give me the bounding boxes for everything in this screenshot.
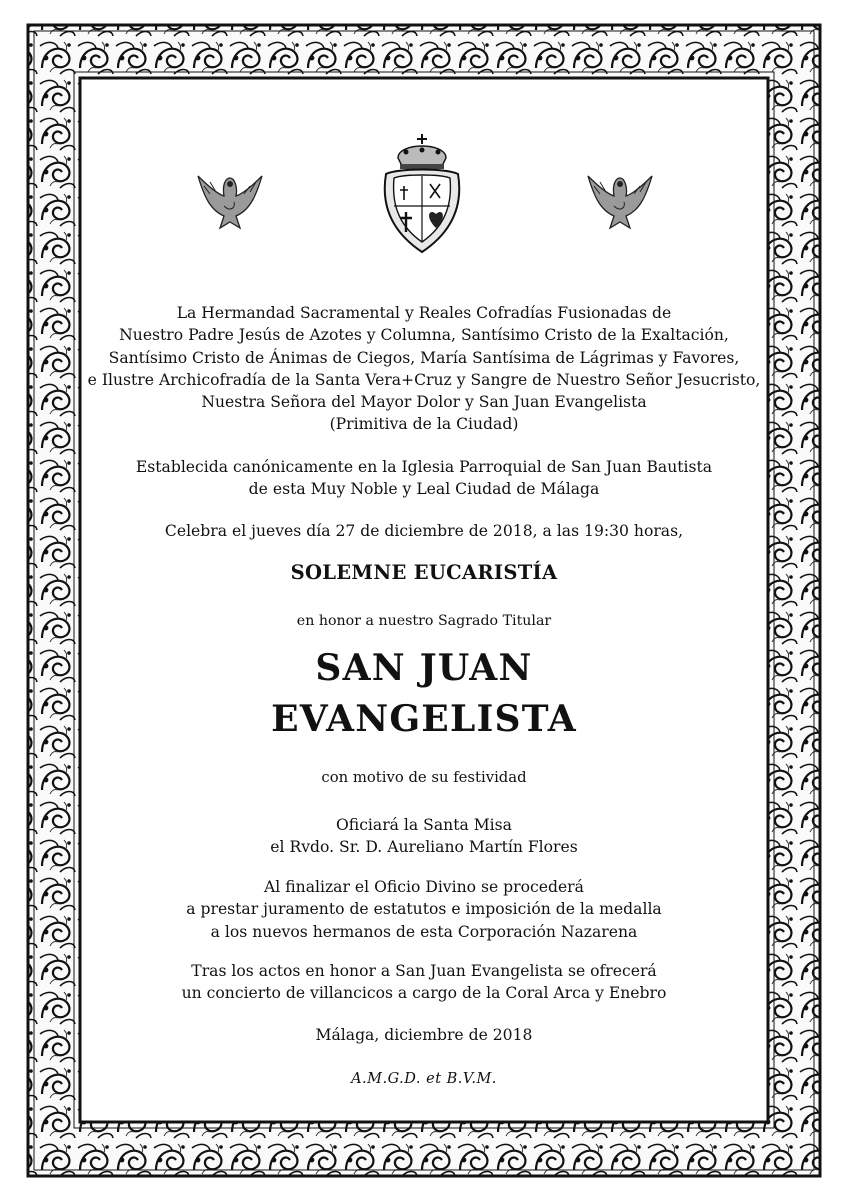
text-line: de esta Muy Noble y Leal Ciudad de Málaga [248,480,600,499]
text-line: e Ilustre Archicofradía de la Santa Vera+Cruz y Sangre de Nuestro Señor Jesucristo, [87,370,761,389]
closing-motto: A.M.G.D. et B.V.M. [351,1071,497,1087]
text-line: Nuestro Padre Jesús de Azotes y Columna, Santísimo Cristo de la Exaltación, [119,326,729,345]
text-line: Santísimo Cristo de Ánimas de Ciegos, María Santísima de Lágrimas y Favores, [108,348,740,367]
text-line: el Rvdo. Sr. D. Aureliano Martín Flores [270,838,578,857]
text-line: Nuestra Señora del Mayor Dolor y San Juan Evangelista [201,393,647,412]
event-title: SOLEMNE EUCARISTÍA [290,561,558,584]
text-line: La Hermandad Sacramental y Reales Cofradías Fusionadas de [176,304,672,322]
saint-title-line: SAN JUAN [315,647,533,689]
canonical-seat [80,456,768,501]
text-line: Oficiará la Santa Misa [336,816,512,834]
ceremony-notice [80,876,768,943]
document-body [80,80,768,1120]
text-line: (Primitiva de la Ciudad) [329,415,519,434]
text-line: Tras los actos en honor a San Juan Evangelista se ofrecerá [191,962,657,980]
saint-title [80,643,768,745]
occasion: con motivo de su festividad [321,769,527,786]
heraldic-header [80,120,768,260]
text-line: un concierto de villancicos a cargo de la Coral Arca y Enebro [181,984,667,1003]
concert-notice [80,960,768,1005]
saint-title-line: EVANGELISTA [271,698,577,740]
text-line: Establecida canónicamente en la Iglesia Parroquial de San Juan Bautista [135,458,713,476]
text-line: Al finalizar el Oficio Divino se procederá [264,878,584,896]
text-line: a los nuevos hermanos de esta Corporación Nazarena [210,922,638,941]
coat-of-arms-icon [376,128,468,258]
eagle-icon [190,166,270,236]
celebration-date: Celebra el jueves día 27 de diciembre de 2018, a las 19:30 horas, [164,522,684,540]
eagle-icon [580,166,660,236]
brotherhood-name [80,302,768,436]
officiant [80,814,768,859]
honor-line: en honor a nuestro Sagrado Titular [296,613,552,629]
text-line: a prestar juramento de estatutos e imposición de la medalla [186,900,662,919]
place-date: Málaga, diciembre de 2018 [315,1026,533,1044]
